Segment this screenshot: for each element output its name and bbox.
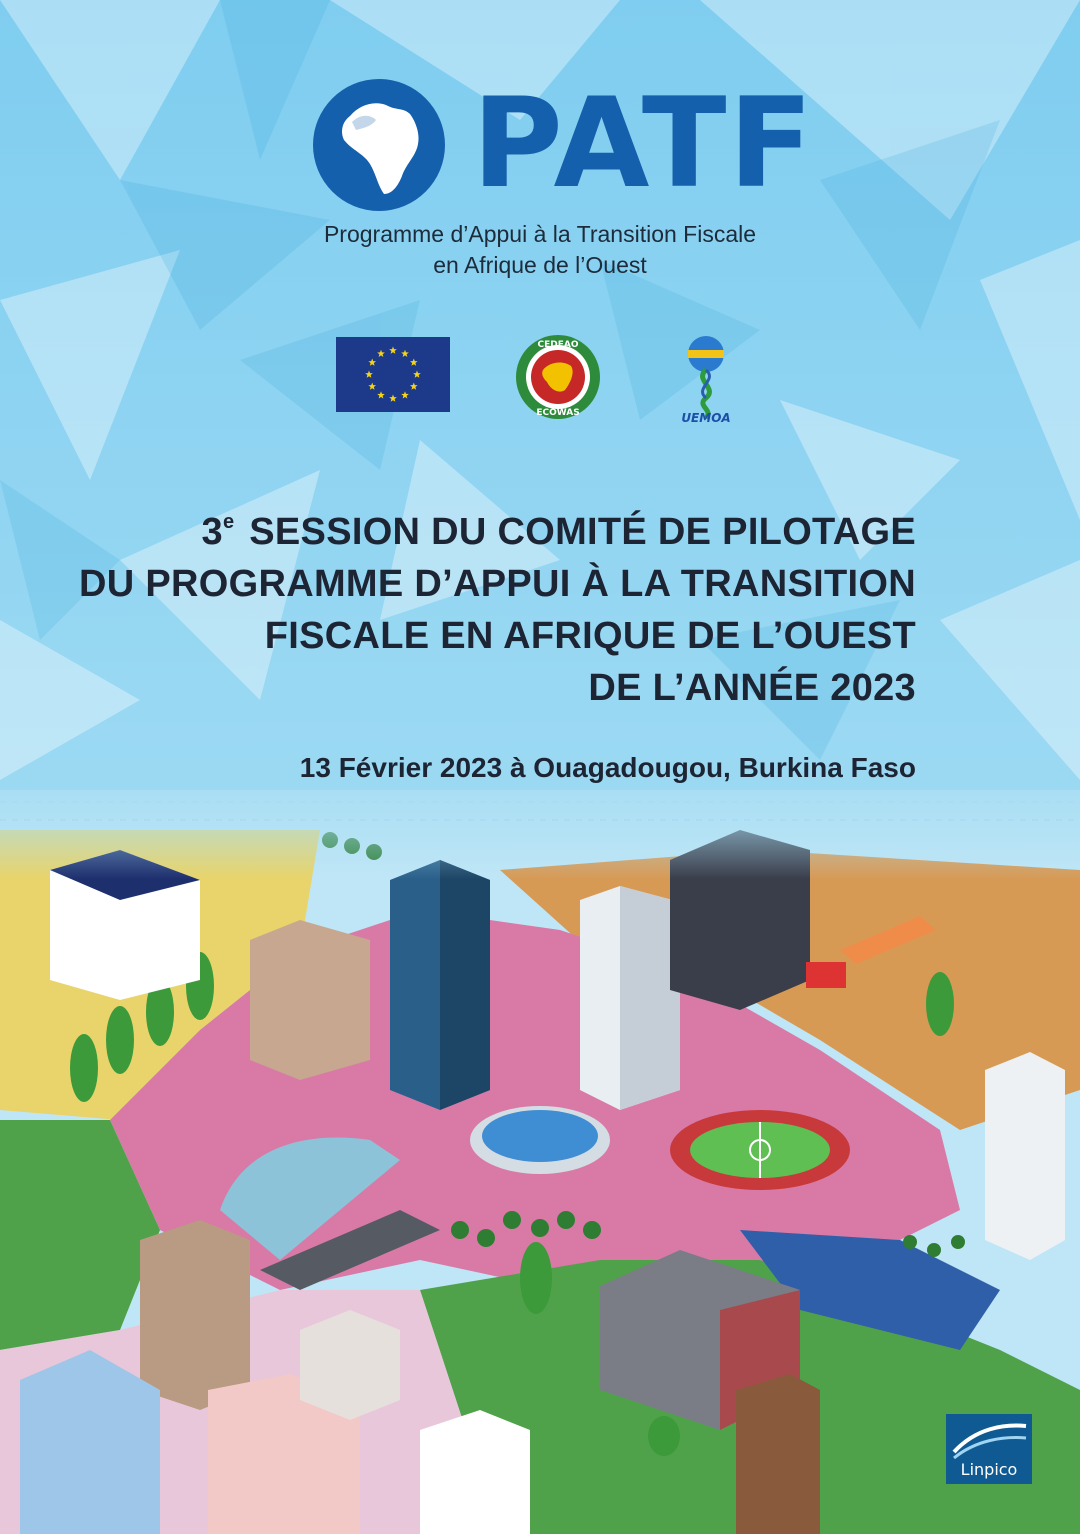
document-title — [79, 496, 916, 714]
ecowas-bottom-text: ECOWAS — [536, 408, 580, 418]
title-line-2: DU PROGRAMME D’APPUI À LA TRANSITION — [79, 563, 916, 605]
linpico-text: Linpico — [960, 1460, 1018, 1479]
ecowas-top-text: CEDEAO — [537, 340, 579, 350]
program-subtitle — [0, 219, 1080, 281]
uemoa-text: UEMOA — [681, 411, 731, 424]
uemoa-logo — [666, 332, 746, 424]
brand-name: PATF — [472, 72, 816, 216]
title-line-1-text: SESSION DU COMITÉ DE PILOTAGE — [238, 511, 916, 553]
title-line-4: DE L’ANNÉE 2023 — [588, 667, 916, 709]
africa-globe-icon — [312, 78, 446, 212]
title-line-3: FISCALE EN AFRIQUE DE L’OUEST — [264, 615, 916, 657]
subtitle-line-1: Programme d’Appui à la Transition Fiscale — [323, 221, 757, 247]
event-date-location: 13 Février 2023 à Ouagadougou, Burkina Faso — [299, 752, 916, 783]
patf-logo — [312, 72, 816, 218]
city-illustration — [0, 790, 1080, 1534]
eu-flag-icon — [336, 337, 450, 412]
ecowas-logo — [515, 334, 601, 420]
linpico-logo — [946, 1414, 1032, 1484]
title-ordinal: 3 — [201, 511, 223, 553]
subtitle-line-2: en Afrique de l’Ouest — [433, 252, 647, 278]
title-line-1 — [79, 496, 916, 558]
title-ordinal-suffix: e — [222, 511, 235, 533]
